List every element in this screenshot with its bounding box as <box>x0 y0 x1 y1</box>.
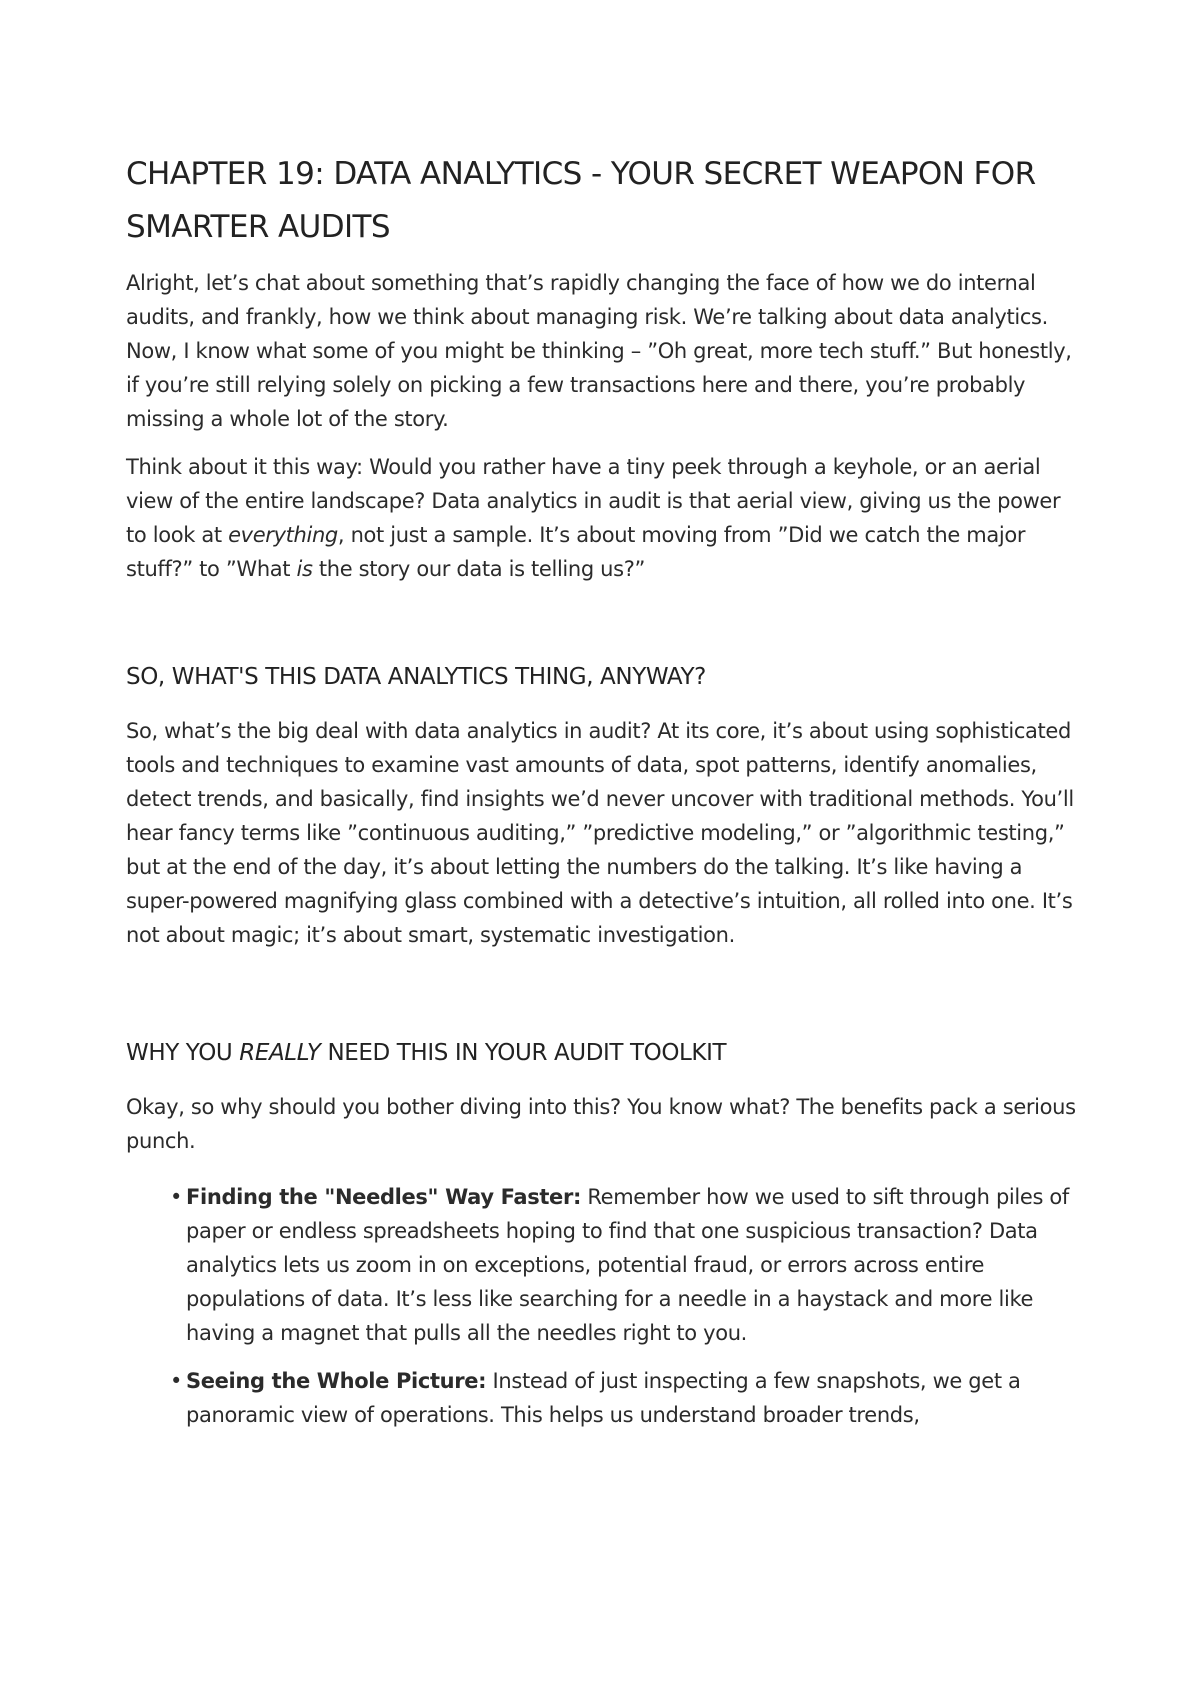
intro-p2-text-c: the story our data is telling us?” <box>312 557 646 581</box>
list-item-label: Finding the "Needles" Way Faster: <box>186 1185 581 1209</box>
intro-paragraph-2 <box>126 450 1086 586</box>
list-item <box>170 1180 1086 1350</box>
section2-heading-emphasis: REALLY <box>239 1040 321 1066</box>
section-heading-why <box>126 1036 1086 1070</box>
list-item-label: Seeing the Whole Picture: <box>186 1369 487 1393</box>
section2-heading-a: WHY YOU <box>126 1040 240 1066</box>
intro-paragraph-1: Alright, let’s chat about something that’s rapidly changing the face of how we do internal audits, and frankly, how we think about managing risk. We’re talking about data analytics. Now, I know what some of you might be thinking – ”Oh great, more tech stuff.” But honestly, if you’re still relying solely on picking a few transactions here and there, you’re probably missing a whole lot of the story. <box>126 271 1072 431</box>
benefits-list <box>126 1180 1086 1432</box>
list-item-text: Instead of just inspecting a few snapshots, we get a panoramic view of operations. This helps us understand broader trends, <box>186 1369 1021 1427</box>
intro-p2-text-a: Think about it this way: Would you rather have a tiny peek through a keyhole, or an aerial view of the entire landscape? Data analytics in audit is that aerial view, giving us the power to look at <box>126 455 1061 547</box>
list-item-text: Remember how we used to sift through piles of paper or endless spreadsheets hoping to find that one suspicious transaction? Data analytics lets us zoom in on exceptions, potential fraud, or errors across entire populations of data. It’s less like searching for a needle in a haystack and more like having a magnet that pulls all the needles right to you. <box>186 1185 1069 1345</box>
section2-heading-b: NEED THIS IN YOUR AUDIT TOOLKIT <box>320 1040 727 1066</box>
intro-p2-text-b: , not just a sample. It’s about moving from ”Did we catch the major stuff?” to ”What <box>126 523 1026 581</box>
section2-paragraph: Okay, so why should you bother diving into this? You know what? The benefits pack a serious punch. <box>126 1095 1076 1153</box>
intro-p2-emphasis-everything: everything <box>228 523 338 547</box>
document-page <box>126 148 1086 1446</box>
section-heading-what-is: SO, WHAT'S THIS DATA ANALYTICS THING, ANYWAY? <box>126 664 706 690</box>
bullet-icon: • <box>170 1185 183 1209</box>
list-item <box>170 1364 1086 1432</box>
bullet-icon: • <box>170 1369 183 1393</box>
intro-p2-emphasis-is: is <box>296 557 313 581</box>
section1-paragraph: So, what’s the big deal with data analytics in audit? At its core, it’s about using sophisticated tools and techniques to examine vast amounts of data, spot patterns, identify anomalies, detect trends, and basically, find insights we’d never uncover with traditional methods. You’ll hear fancy terms like ”continuous auditing,” ”predictive modeling,” or ”algorithmic testing,” but at the end of the day, it’s about letting the numbers do the talking. It’s like having a super-powered magnifying glass combined with a detective’s intuition, all rolled into one. It’s not about magic; it’s about smart, systematic investigation. <box>126 719 1074 947</box>
chapter-title: CHAPTER 19: DATA ANALYTICS - YOUR SECRET WEAPON FOR SMARTER AUDITS <box>126 156 1036 245</box>
